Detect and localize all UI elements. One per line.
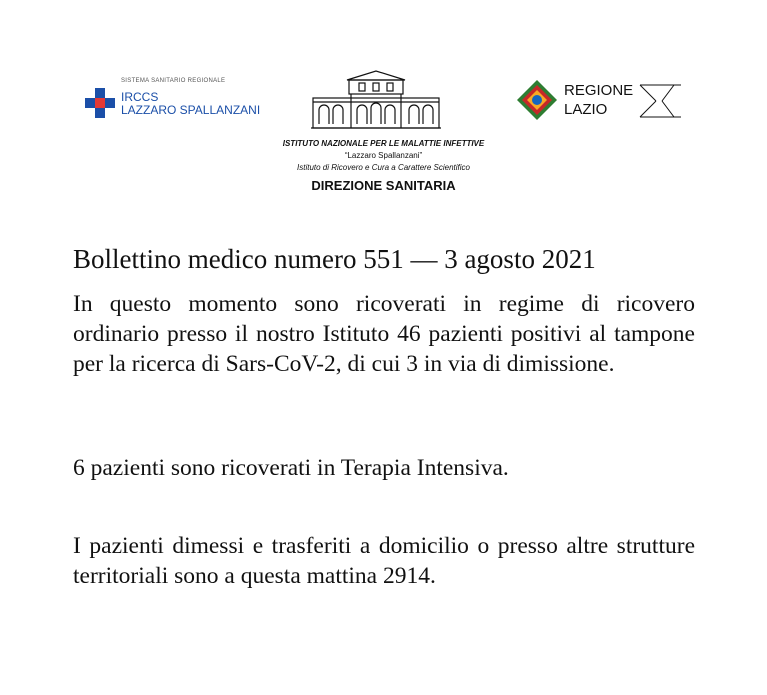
regione-lazio-logo [516,79,681,123]
institute-description: Istituto di Ricovero e Cura a Carattere Scientifico [297,163,470,172]
bulletin-paragraph-3: I pazienti dimessi e trasferiti a domicilio o presso altre strutture territoriali sono a questa mattina 2914. [73,533,695,589]
letterhead [0,0,767,200]
red-blue-cross-icon [85,88,115,118]
institute-name: ISTITUTO NAZIONALE PER LE MALATTIE INFETTIVE [282,139,485,148]
bulletin-paragraph-1: In questo momento sono ricoverati in regime di ricovero ordinario presso il nostro Istituto 46 pazienti positivi al tampone per la ricerca di Sars-CoV-2, di cui 3 in via di dimissione. [73,291,695,377]
bulletin-paragraph-2: 6 pazienti sono ricoverati in Terapia Intensiva. [73,455,509,481]
irccs-logo-line1: IRCCS [121,90,159,104]
regione-lazio-line1: REGIONE [564,82,634,99]
regione-lazio-emblem-icon [516,79,558,121]
department-title: DIREZIONE SANITARIA [311,178,456,193]
irccs-logo-small-text: SISTEMA SANITARIO REGIONALE [121,78,226,84]
bulletin-title: Bollettino medico numero 551 — 3 agosto 2021 [73,244,596,274]
regione-lazio-line2: LAZIO [564,101,608,118]
institute-subtitle: “Lazzaro Spallanzani” [344,151,423,160]
irccs-logo-line2: LAZZARO SPALLANZANI [121,103,261,117]
irccs-logo [85,78,265,118]
building-icon [311,68,441,130]
